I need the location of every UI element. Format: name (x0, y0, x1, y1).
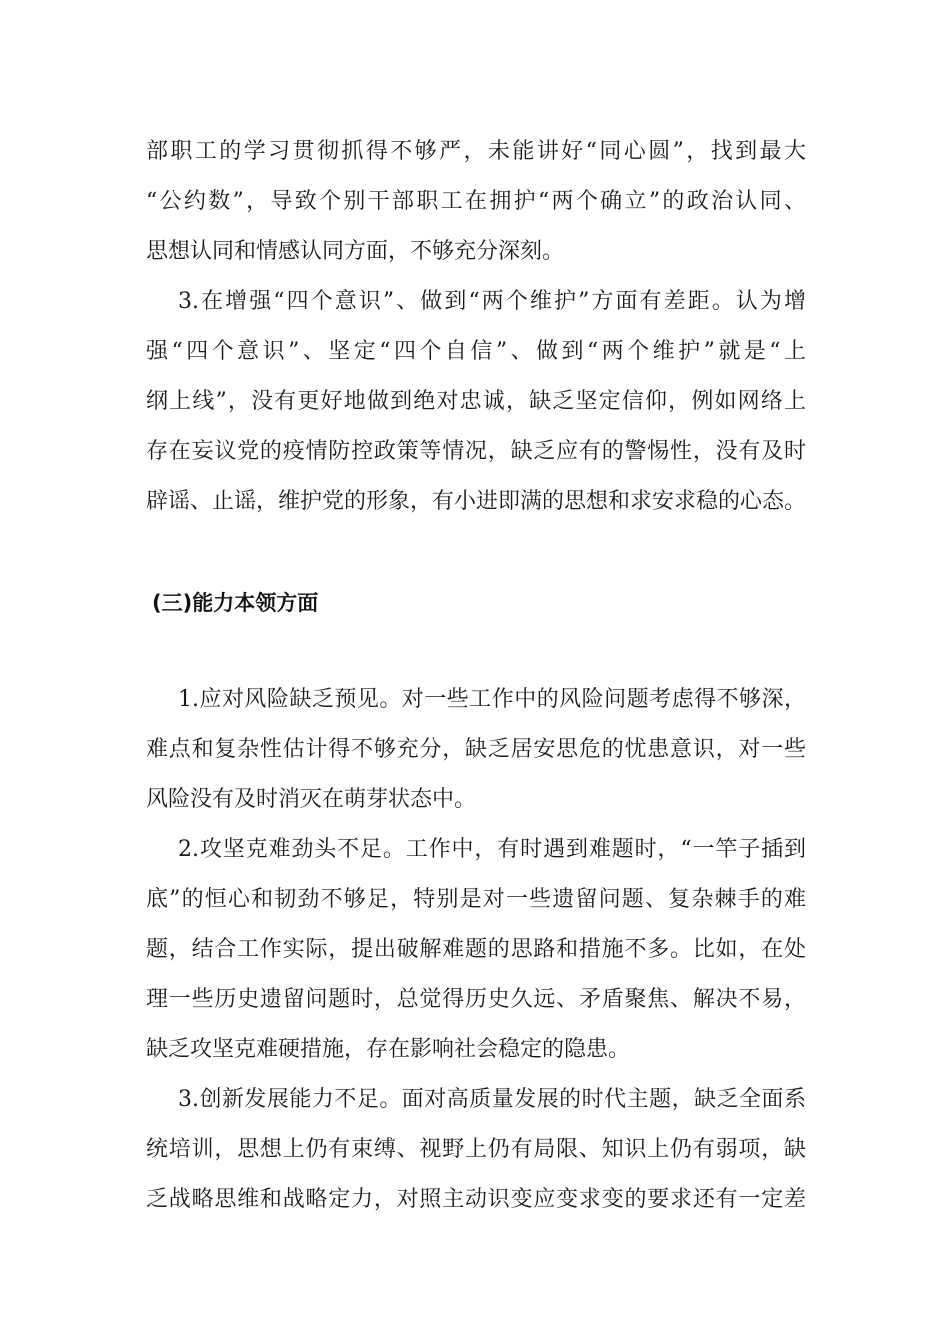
paragraph-line: 难点和复杂性估计得不够充分，缺乏居安思危的忧患意识，对一些 (146, 737, 806, 762)
paragraph-line: 辟谣、止谣，维护党的形象，有小进即满的思想和求安求稳的心态。 (146, 489, 806, 514)
paragraph-line: 风险没有及时消灭在萌芽状态中。 (146, 787, 477, 812)
paragraph-line: 缺乏攻坚克难硬措施，存在影响社会稳定的隐患。 (146, 1037, 631, 1062)
paragraph-line: 3.在增强“四个意识”、做到“两个维护”方面有差距。认为增 (178, 289, 806, 314)
paragraph-line: 1.应对风险缺乏预见。对一些工作中的风险问题考虑得不够深， (178, 687, 806, 712)
paragraph-line: 强“四个意识”、坚定“四个自信”、做到“两个维护”就是“上 (146, 339, 806, 364)
paragraph-line: 乏战略思维和战略定力，对照主动识变应变求变的要求还有一定差 (146, 1187, 806, 1212)
paragraph-line: 思想认同和情感认同方面，不够充分深刻。 (146, 239, 565, 264)
paragraph-line: 纲上线”，没有更好地做到绝对忠诚，缺乏坚定信仰，例如网络上 (146, 389, 806, 414)
paragraph-line: 2.攻坚克难劲头不足。工作中，有时遇到难题时，“一竿子插到 (178, 837, 806, 862)
paragraph-line: “公约数”，导致个别干部职工在拥护“两个确立”的政治认同、 (146, 189, 806, 214)
paragraph-line: 部职工的学习贯彻抓得不够严，未能讲好“同心圆”，找到最大 (146, 139, 806, 164)
paragraph-line: 底”的恒心和韧劲不够足，特别是对一些遗留问题、复杂棘手的难 (146, 887, 806, 912)
paragraph-line: 统培训，思想上仍有束缚、视野上仍有局限、知识上仍有弱项，缺 (146, 1137, 806, 1162)
paragraph-line: 理一些历史遗留问题时，总觉得历史久远、矛盾聚焦、解决不易， (146, 987, 806, 1012)
paragraph-line: 3.创新发展能力不足。面对高质量发展的时代主题，缺乏全面系 (178, 1087, 806, 1112)
paragraph-line: 题，结合工作实际，提出破解难题的思路和措施不多。比如，在处 (146, 937, 806, 962)
section-heading: (三)能力本领方面 (152, 591, 319, 615)
paragraph-line: 存在妄议党的疫情防控政策等情况，缺乏应有的警惕性，没有及时 (146, 439, 806, 464)
